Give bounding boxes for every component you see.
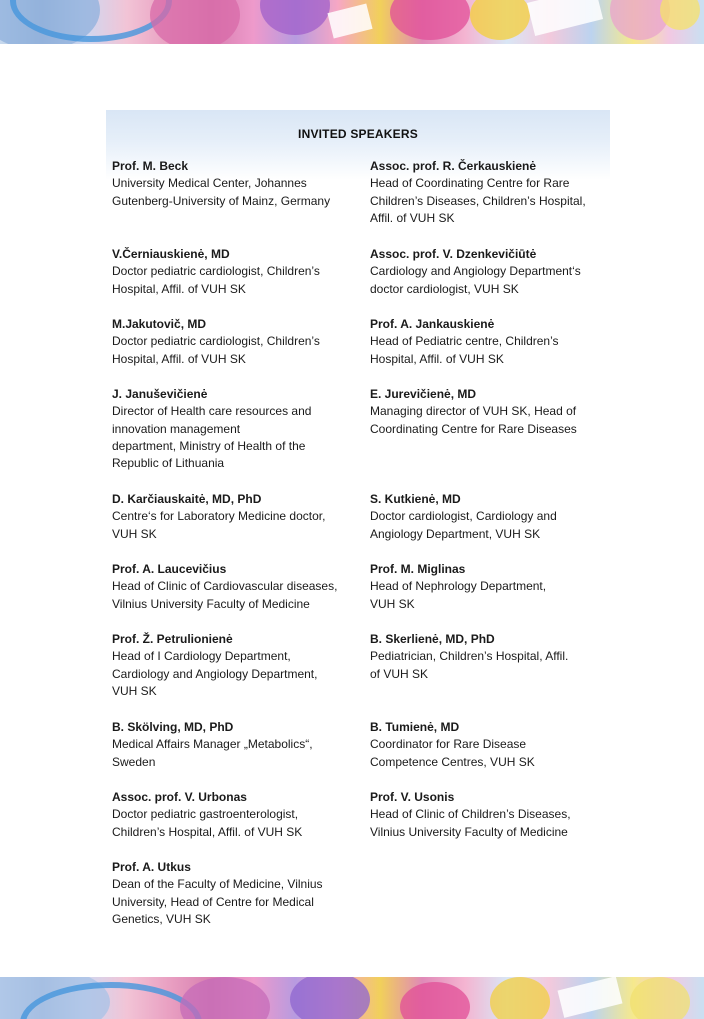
speaker-affiliation: University Medical Center, Johannes Gutenberg-University of Mainz, Germany — [112, 176, 331, 208]
speaker-name: Assoc. prof. R. Čerkauskienė — [370, 159, 537, 173]
speaker-name: M.Jakutovič, MD — [112, 317, 207, 331]
speaker-name: J. Januševičienė — [112, 387, 208, 401]
speaker-entry — [112, 859, 362, 928]
speaker-name: Prof. M. Miglinas — [370, 562, 466, 576]
speaker-entry — [370, 316, 620, 368]
speaker-affiliation: Centre‘s for Laboratory Medicine doctor, VUH SK — [112, 509, 326, 541]
speaker-affiliation: Head of Clinic of Cardiovascular diseases, Vilnius University Faculty of Medicine — [112, 579, 338, 611]
speaker-entry — [112, 316, 362, 368]
speaker-affiliation: Doctor cardiologist, Cardiology and Angiology Department, VUH SK — [370, 509, 557, 541]
speaker-affiliation: Director of Health care resources and innovation management department, Ministry of Health of the Republic of Lithuania — [112, 404, 312, 471]
speaker-name: Assoc. prof. V. Dzenkevičiūtė — [370, 247, 537, 261]
top-decorative-banner — [0, 0, 704, 44]
speaker-affiliation: Pediatrician, Children’s Hospital, Affil. of VUH SK — [370, 649, 569, 681]
speaker-entry — [112, 561, 362, 613]
speaker-affiliation: Head of Pediatric centre, Children’s Hospital, Affil. of VUH SK — [370, 334, 559, 366]
speaker-entry — [112, 246, 362, 298]
speaker-entry — [112, 386, 362, 472]
speaker-name: Prof. Ž. Petrulionienė — [112, 632, 233, 646]
speaker-name: Prof. A. Laucevičius — [112, 562, 227, 576]
speaker-entry — [112, 491, 362, 543]
speaker-affiliation: Coordinator for Rare Disease Competence Centres, VUH SK — [370, 737, 535, 769]
speaker-name: Assoc. prof. V. Urbonas — [112, 790, 247, 804]
bottom-decorative-banner — [0, 977, 704, 1019]
speaker-entry — [112, 719, 362, 771]
speaker-name: E. Jurevičienė, MD — [370, 387, 477, 401]
speaker-name: Prof. V. Usonis — [370, 790, 455, 804]
speaker-name: B. Tumienė, MD — [370, 720, 460, 734]
speaker-entry — [370, 631, 620, 683]
speaker-affiliation: Managing director of VUH SK, Head of Coordinating Centre for Rare Diseases — [370, 404, 577, 436]
speaker-entry — [370, 719, 620, 771]
speaker-entry — [370, 491, 620, 543]
speaker-entry — [112, 789, 362, 841]
speaker-name: Prof. M. Beck — [112, 159, 189, 173]
speaker-entry — [370, 386, 620, 438]
speaker-name: V.Černiauskienė, MD — [112, 247, 230, 261]
speaker-affiliation: Medical Affairs Manager „Metabolics“, Sweden — [112, 737, 313, 769]
speaker-affiliation: Head of I Cardiology Department, Cardiology and Angiology Department, VUH SK — [112, 649, 318, 698]
speaker-name: Prof. A. Utkus — [112, 860, 191, 874]
speaker-affiliation: Doctor pediatric cardiologist, Children’s Hospital, Affil. of VUH SK — [112, 264, 320, 296]
speaker-affiliation: Head of Clinic of Children’s Diseases, Vilnius University Faculty of Medicine — [370, 807, 571, 839]
speaker-entry — [112, 158, 362, 210]
speaker-affiliation: Head of Nephrology Department, VUH SK — [370, 579, 547, 611]
speaker-affiliation: Dean of the Faculty of Medicine, Vilnius University, Head of Centre for Medical Genetics, VUH SK — [112, 877, 323, 926]
speaker-entry — [370, 789, 620, 841]
speaker-name: D. Karčiauskaitė, MD, PhD — [112, 492, 262, 506]
page-title: INVITED SPEAKERS — [298, 127, 418, 141]
speaker-name: B. Skölving, MD, PhD — [112, 720, 234, 734]
speaker-entry — [370, 561, 620, 613]
speaker-entry — [370, 246, 620, 298]
speaker-affiliation: Head of Coordinating Centre for Rare Children’s Diseases, Children’s Hospital, Affil. of VUH SK — [370, 176, 586, 225]
speaker-affiliation: Doctor pediatric cardiologist, Children’s Hospital, Affil. of VUH SK — [112, 334, 320, 366]
speaker-affiliation: Cardiology and Angiology Department‘s doctor cardiologist, VUH SK — [370, 264, 581, 296]
speaker-name: S. Kutkienė, MD — [370, 492, 461, 506]
speaker-affiliation: Doctor pediatric gastroenterologist, Children’s Hospital, Affil. of VUH SK — [112, 807, 303, 839]
speaker-entry — [370, 158, 620, 227]
speaker-name: Prof. A. Jankauskienė — [370, 317, 495, 331]
speaker-name: B. Skerlienė, MD, PhD — [370, 632, 495, 646]
speaker-entry — [112, 631, 362, 700]
